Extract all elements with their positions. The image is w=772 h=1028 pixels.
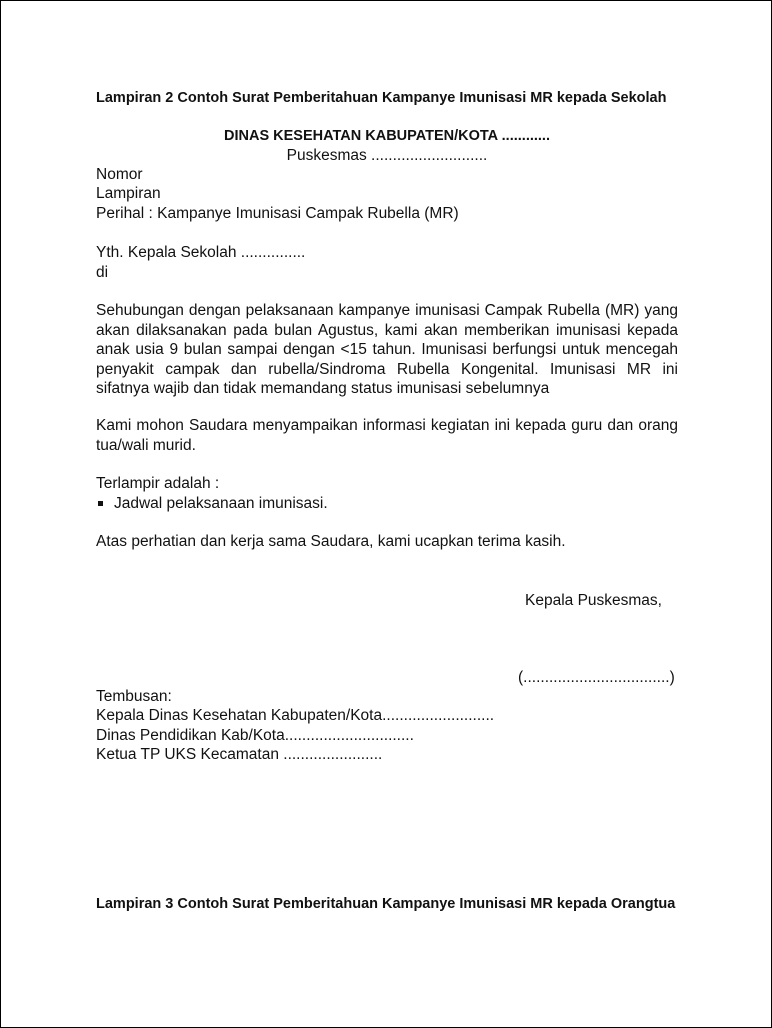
body-paragraph: Kami mohon Saudara menyampaikan informasi kegiatan ini kepada guru dan orang tua/wali murid. (96, 417, 678, 454)
meta-perihal: Perihal : Kampanye Imunisasi Campak Rubella (MR) (96, 205, 459, 222)
letterhead-unit: Puskesmas ........................... (286, 147, 488, 164)
bullet-icon (98, 501, 103, 506)
attachment-title-1: Lampiran 2 Contoh Surat Pemberitahuan Kampanye Imunisasi MR kepada Sekolah (96, 90, 667, 106)
signature-title: Kepala Puskesmas, (525, 592, 662, 609)
attachments-intro: Terlampir adalah : (96, 475, 220, 492)
recipient-location: di (96, 264, 109, 281)
signature-name-placeholder: (..................................) (518, 669, 675, 686)
cc-item: Ketua TP UKS Kecamatan ....................... (96, 746, 383, 763)
cc-item: Dinas Pendidikan Kab/Kota.............................. (96, 727, 414, 744)
letterhead-agency: DINAS KESEHATAN KABUPATEN/KOTA ............ (224, 128, 550, 144)
cc-label: Tembusan: (96, 688, 172, 705)
meta-lampiran: Lampiran (96, 185, 161, 202)
meta-nomor: Nomor (96, 166, 143, 183)
attachment-item: Jadwal pelaksanaan imunisasi. (114, 495, 328, 512)
cc-item: Kepala Dinas Kesehatan Kabupaten/Kota.......................... (96, 707, 495, 724)
attachment-title-2: Lampiran 3 Contoh Surat Pemberitahuan Kampanye Imunisasi MR kepada Orangtua (96, 896, 676, 912)
closing-sentence: Atas perhatian dan kerja sama Saudara, kami ucapkan terima kasih. (96, 533, 566, 550)
recipient-line: Yth. Kepala Sekolah ............... (96, 244, 306, 261)
body-paragraph: Sehubungan dengan pelaksanaan kampanye imunisasi Campak Rubella (MR) yang akan dilaksanakan pada bulan Agustus, kami akan memberikan imunisasi kepada anak usia 9 bulan sampai dengan <15 tahun. Imunisasi berfungsi untuk mencegah penyakit campak dan rubella/Sindroma Rubella Kongenital. Imunisasi MR ini sifatnya wajib dan tidak memandang status imunisasi sebelumnya (96, 302, 678, 397)
